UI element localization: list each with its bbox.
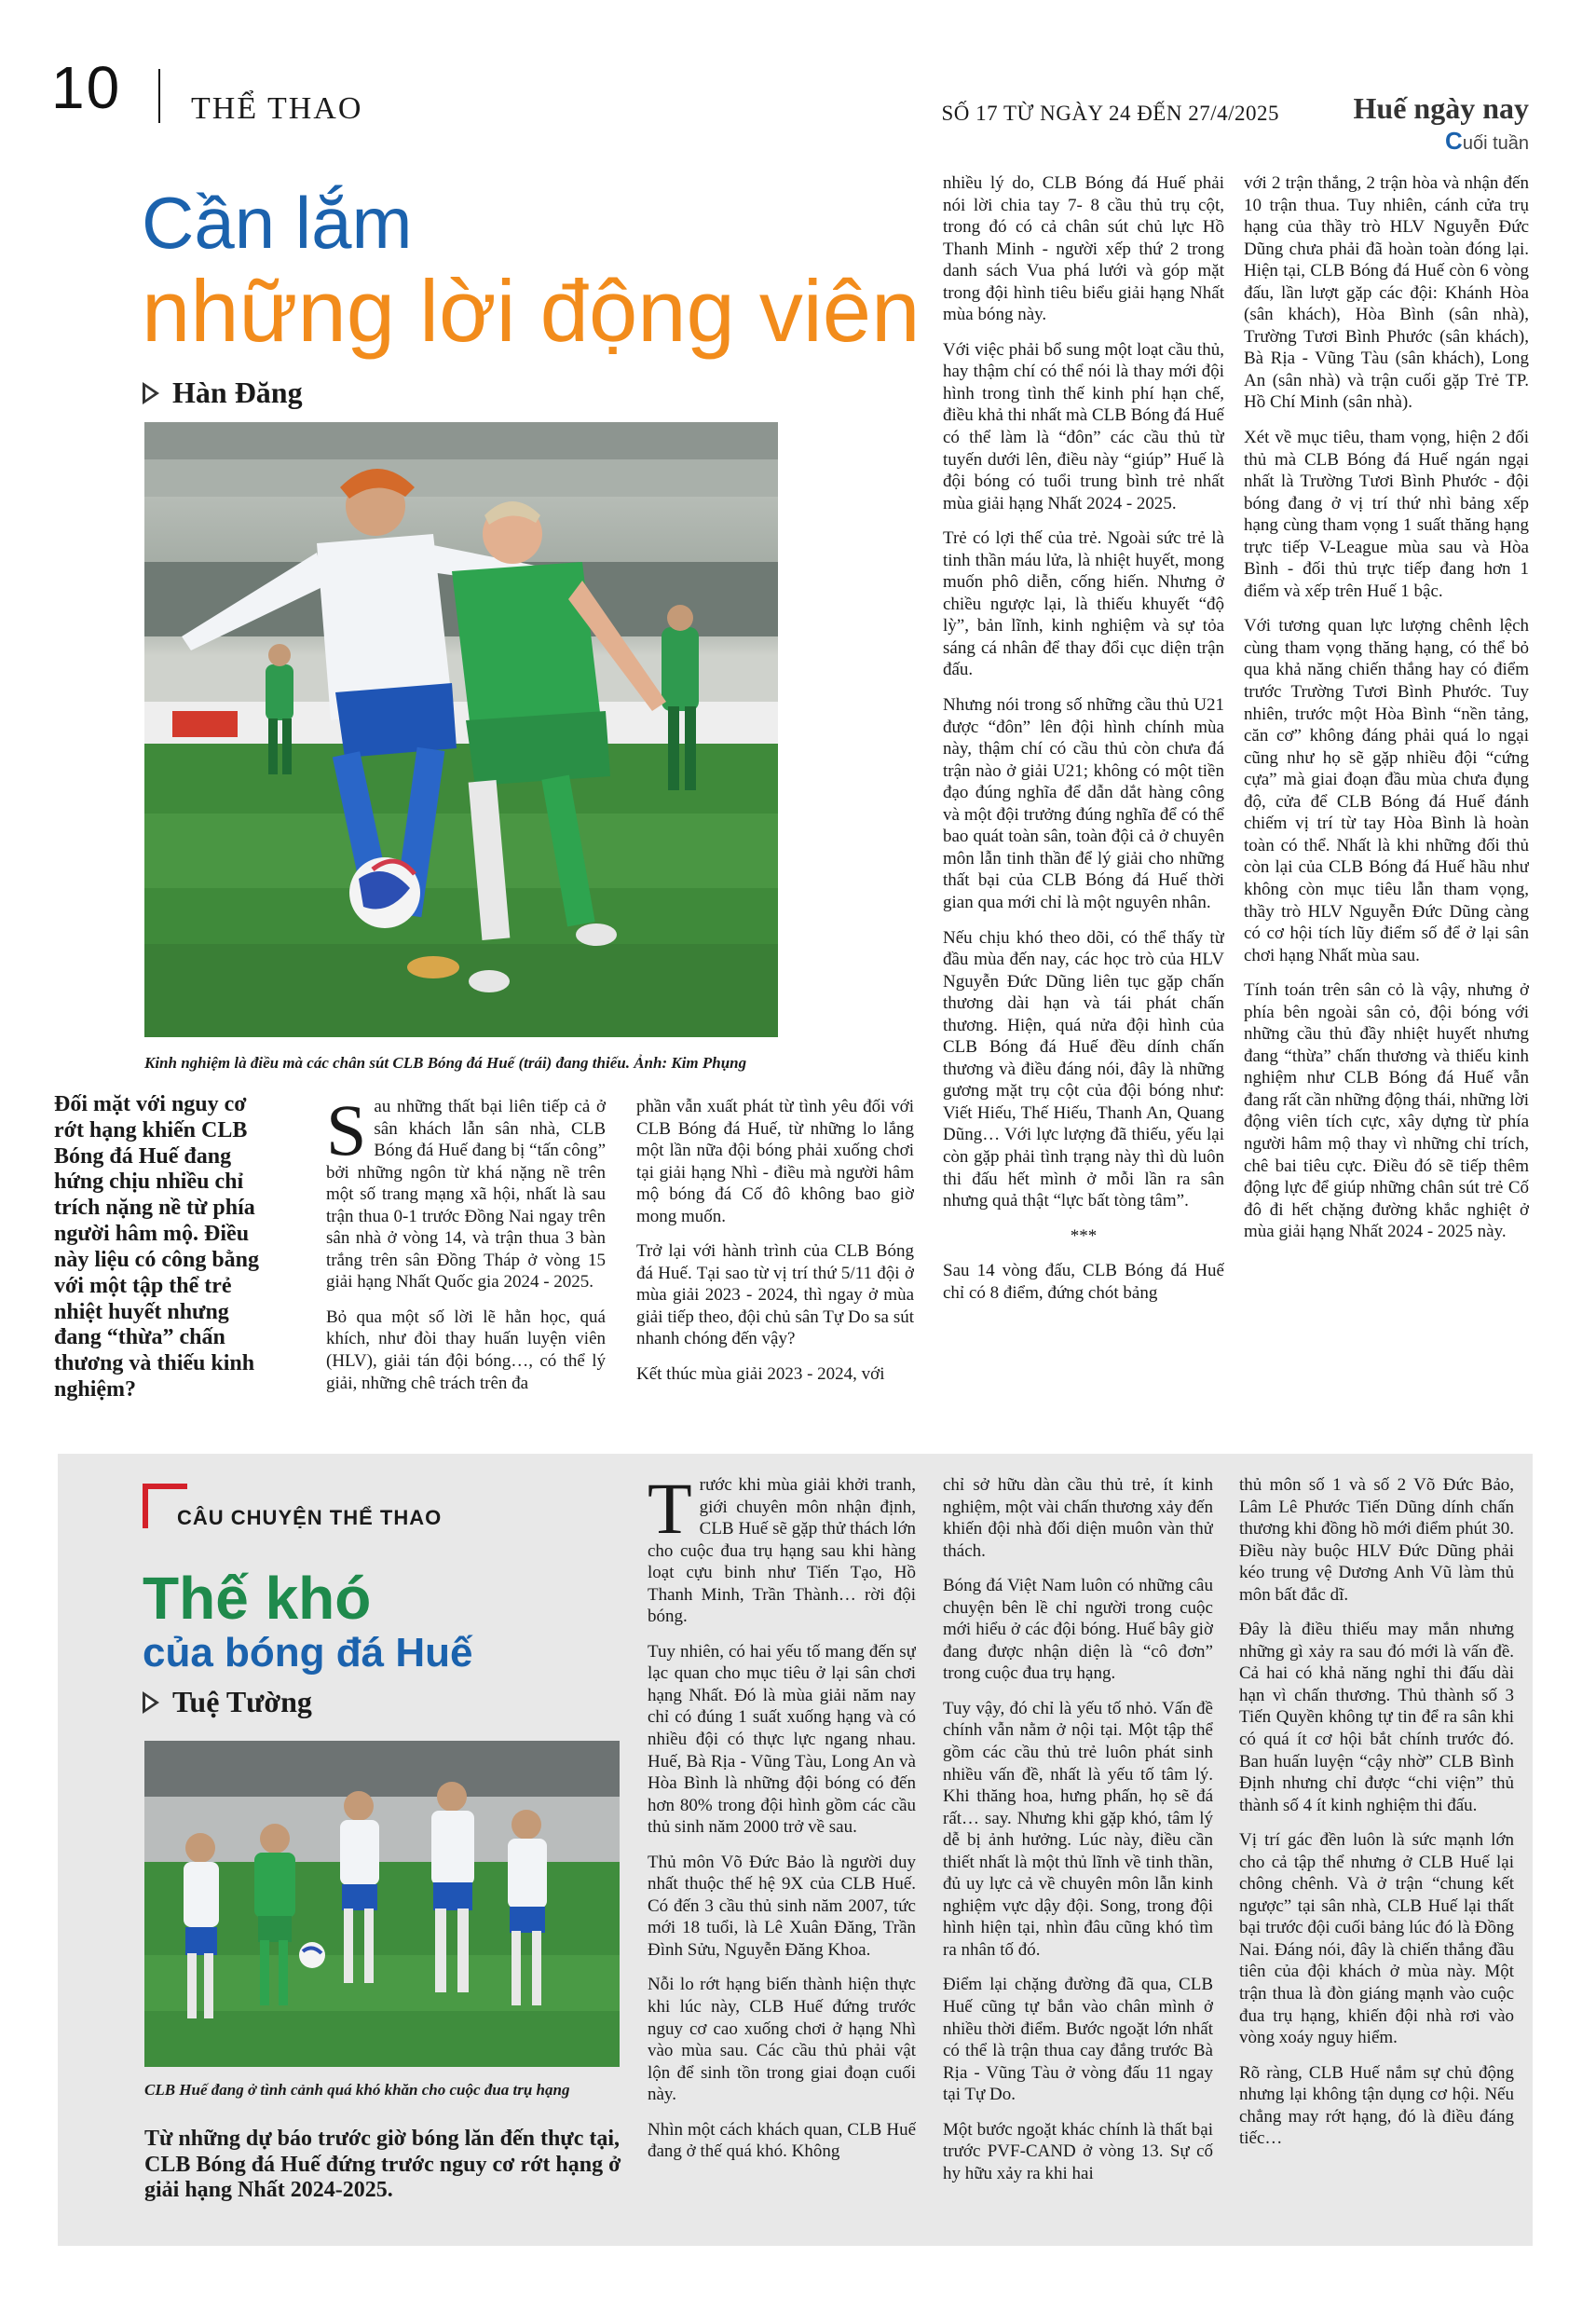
article1-paragraph: Trẻ có lợi thế của trẻ. Ngoài sức trẻ là tinh thần máu lửa, là nhiệt huyết, mong muốn phô diễn, cống hiến. Nhưng ở chiều ngược lại, là thiếu khuyết “độ lỳ”, bản lĩnh, kinh nghiệm và sự tỏa sáng cá nhân để thay đổi cục diện trận đấu. [943, 528, 1224, 680]
article2-paragraph-text: rước khi mùa giải khởi tranh, giới chuyên môn nhận định, CLB Huế sẽ gặp thử thách lớn cho cuộc đua trụ hạng sau khi hàng loạt cựu binh như Tiến Tạo, Hồ Thanh Minh, Trần Thành… rời đội bóng. [648, 1475, 916, 1627]
article2-paragraph: Tuy nhiên, có hai yếu tố mang đến sự lạc quan cho mục tiêu ở lại sân chơi hạng Nhất. Đó là mùa giải năm nay chỉ có đúng 1 suất xuống hạng và có nhiều đội có thực lực ngang nhau. Huế, Bà Rịa - Vũng Tàu, Long An và Hòa Bình là những đội bóng có đến hơn 80% trong đội hình gồm các cầu thủ sinh năm 2000 trở về sau. [648, 1641, 916, 1838]
article2-column-1 [648, 1474, 916, 2220]
article1-paragraph: nhiều lý do, CLB Bóng đá Huế phải nói lời chia tay 7- 8 cầu thủ trụ cột, trong đó có cả chân sút chủ lực Hồ Thanh Minh - người xếp thứ 2 trong danh sách Vua phá lưới và góp mặt trong đội hình tiêu biểu giải hạng Nhất mùa bóng này. [943, 173, 1224, 325]
article1-photo-caption: Kinh nghiệm là điều mà các chân sút CLB Bóng đá Huế (trái) đang thiếu. Ảnh: Kim Phụng [144, 1054, 747, 1072]
article2-tag: CÂU CHUYỆN THỂ THAO [177, 1506, 443, 1529]
section-separator: *** [1070, 1225, 1098, 1246]
article2-lede: Từ những dự báo trước giờ bóng lăn đến thực tại, CLB Bóng đá Huế đứng trước nguy cơ rớt hạng ở giải hạng Nhất 2024-2025. [144, 2127, 621, 2203]
article1-paragraph: với 2 trận thắng, 2 trận hòa và nhận đến 10 trận thua. Tuy nhiên, cánh cửa trụ hạng của thầy trò HLV Nguyễn Đức Dũng chưa phải đã hoàn toàn đóng lại. Hiện tại, CLB Bóng đá Huế còn 6 vòng đấu, lần lượt gặp các đội: Khánh Hòa (sân khách), Hòa Bình (sân nhà), Trường Tươi Bình Phước (sân khách), Bà Rịa - Vũng Tàu (sân khách), Long An (sân nhà) và trận cuối gặp Trẻ TP. Hồ Chí Minh (sân nhà). [1244, 173, 1529, 413]
header-divider [158, 69, 160, 123]
brand-name: Huế ngày nay [1353, 91, 1529, 125]
article1-paragraph: Với việc phải bổ sung một loạt cầu thủ, hay thậm chí có thể nói là thay mới đội hình trong tình thế kinh phí hạn chế, điều khả thi nhất mà CLB Bóng đá Huế có thể làm là “đôn” các cầu thủ từ tuyến dưới lên, điều này “giúp” Huế là đội bóng có tuổi trung bình trẻ nhất mùa giải hạng Nhất 2024 - 2025. [943, 339, 1224, 513]
article1-column-1 [326, 1096, 606, 1422]
article2-paragraph: Vị trí gác đền luôn là sức mạnh lớn cho cả tập thể nhưng ở CLB Huế lại chông chênh. Và ở trận “chung kết ngược” tại sân nhà, CLB Huế lại thất bại trước đội cuối bảng lúc đó là Đồng Nai. Đáng nói, đây là chiến thắng đầu tiên của đội khách ở mùa này. Một trận thua là đòn giáng mạnh vào cuộc đua trụ hạng, khiến đội nhà rơi vào vòng xoáy nguy hiểm. [1239, 1830, 1514, 2048]
article2-paragraph: Nỗi lo rớt hạng biến thành hiện thực khi lúc này, CLB Huế đứng trước nguy cơ cao xuống chơi ở hạng Nhì vào mùa sau. Các cầu thủ phải vật lộn để sinh tồn trong giai đoạn cuối này. [648, 1975, 916, 2105]
article1-column-4 [1244, 172, 1529, 1426]
article2-paragraph: Đây là điều thiếu may mắn nhưng những gì xảy ra sau đó mới là vấn đề. Cả hai có khả năng nghỉ thi đấu dài hạn vì chấn thương. Thủ thành số 3 Tiến Quyền không tự tin để ra sân khi có quá ít cơ hội bắt chính trước đó. Ban huấn luyện “cậy nhờ” CLB Bình Định nhưng chỉ được “chi viện” thủ thành số 4 ít kinh nghiệm thi đấu. [1239, 1620, 1514, 1815]
article2-paragraph: chỉ sở hữu dàn cầu thủ trẻ, ít kinh nghiệm, một vài chấn thương xảy đến khiến đội nhà đối diện muôn vàn thử thách. [943, 1475, 1213, 1561]
article1-paragraph: Trở lại với hành trình của CLB Bóng đá Huế. Tại sao từ vị trí thứ 5/11 đội ở mùa giải 2023 - 2024, thì ngay ở mùa giải tiếp theo, đội chủ sân Tự Do sa sút nhanh chóng đến vậy? [636, 1241, 914, 1349]
brand-subtitle-text: uối tuần [1462, 133, 1529, 154]
article1-byline [143, 377, 303, 407]
article2-paragraph: Thủ môn Võ Đức Bảo là người duy nhất thuộc thế hệ 9X của CLB Huế. Có đến 3 cầu thủ sinh năm 2007, tức mới 18 tuổi, là Lê Xuân Đăng, Trần Đình Sửu, Nguyễn Đăng Khoa. [648, 1852, 916, 1960]
article2-column-3 [1239, 1474, 1514, 2220]
football-match-photo-icon [144, 1741, 620, 2067]
football-duel-photo-icon [144, 422, 778, 1037]
article1-column-2 [636, 1096, 914, 1422]
page-number: 10 [51, 54, 122, 121]
brand-logo [1354, 93, 1529, 153]
article2-paragraph [648, 1474, 916, 1628]
byline-arrow-icon [143, 382, 159, 404]
article2-paragraph: Rõ ràng, CLB Huế nắm sự chủ động nhưng lại không tận dụng cơ hội. Nếu chẳng may rớt hạng, đó là điều đáng tiếc… [1239, 2062, 1514, 2149]
article2-paragraph: thủ môn số 1 và số 2 Võ Đức Bảo, Lâm Lê Phước Tiến Dũng dính chấn thương khi đồng hồ mới điểm phút 30. Điều này buộc HLV Đức Dũng phải kéo trung vệ Dương Anh Vũ làm thủ môn bất đắc dĩ. [1239, 1475, 1514, 1605]
article2-photo [144, 1741, 620, 2067]
issue-info: SỐ 17 TỪ NGÀY 24 ĐẾN 27/4/2025 [941, 102, 1279, 125]
article1-author: Hàn Đăng [172, 376, 303, 409]
article1-paragraph: phần vẫn xuất phát từ tình yêu đối với CLB Bóng đá Huế, từ những lo lắng một lần nữa đội bóng phải xuống chơi tại giải hạng Nhì - điều mà người hâm mộ bóng đá Cố đô không bao giờ mong muốn. [636, 1097, 914, 1226]
article2-paragraph: Nhìn một cách khách quan, CLB Huế đang ở thế quá khó. Không [648, 2119, 916, 2162]
article1-paragraph: Với tương quan lực lượng chênh lệch cùng tham vọng thăng hạng, có thể bỏ qua khả năng chiến thắng hay có điểm trước Trường Tươi Bình Phước. Tuy nhiên, trước một Hòa Bình “nền tảng, căn cơ” không đáng phải quá lo ngại cũng như họ sẽ gặp nhiều đội “cứng cựa” mà giai đoạn đầu mùa chưa đụng độ, cửa để CLB Bóng đá Huế đánh chiếm vị trí từ tay Hòa Bình là hoàn toàn có thể. Nhất là khi những đối thủ còn lại của CLB Bóng đá Huế hầu như không còn mục tiêu lẫn tham vọng, thầy trò HLV Nguyễn Đức Dũng càng có cơ hội tích lũy điểm số để ở lại sân chơi hạng Nhất mùa sau. [1244, 616, 1529, 965]
article2-byline [143, 1687, 312, 1717]
article2-paragraph: Bóng đá Việt Nam luôn có những câu chuyện bên lề chỉ người trong cuộc mới hiểu ở các đội bóng. Huế bây giờ đang được nhận diện là “cô đơn” trong cuộc đua trụ hạng. [943, 1576, 1213, 1684]
article2-dropcap: T [648, 1474, 692, 1549]
brand-subtitle [1354, 129, 1529, 153]
article1-paragraph: Bỏ qua một số lời lẽ hằn học, quá khích, như đòi thay huấn luyện viên (HLV), giải tán đội bóng…, có thể lý giải, những chê trách trên đa [326, 1306, 606, 1393]
article1-paragraph: Kết thúc mùa giải 2023 - 2024, với [636, 1364, 885, 1385]
article2-column-2 [943, 1474, 1213, 2220]
article2-title-line1: Thế khó [143, 1565, 372, 1632]
byline-arrow-icon [143, 1691, 159, 1714]
article1-paragraph-text: au những thất bại liên tiếp cả ở sân khách lẫn sân nhà, CLB Bóng đá Huế đang bị “tấn công” bởi những ngôn từ khá nặng nề trên một số trang mạng xã hội, nhất là sau trận thua 0-1 trước Đồng Nai ngay trên sân nhà ở vòng 14, và trận thua 3 bàn trắng trên sân Đồng Tháp ở vòng 15 giải hạng Nhất Quốc gia 2024 - 2025. [326, 1097, 606, 1293]
article1-lede: Đối mặt với nguy cơ rớt hạng khiến CLB Bóng đá Huế đang hứng chịu nhiều chỉ trích nặng nề từ phía người hâm mộ. Điều này liệu có công bằng với một tập thể trẻ nhiệt huyết nhưng đang “thừa” chấn thương và thiếu kinh nghiệm? [54, 1092, 260, 1402]
article1-photo [144, 422, 778, 1037]
article1-column-3 [943, 172, 1224, 1426]
article2-paragraph: Một bước ngoặt khác chính là thất bại trước PVF-CAND ở vòng 13. Sự cố hy hữu xảy ra khi hai [943, 2119, 1213, 2183]
article1-paragraph [326, 1096, 606, 1293]
article1-title-line1: Cần lắm [142, 182, 413, 264]
brand-subtitle-initial: C [1445, 127, 1463, 155]
article1-paragraph: Nếu chịu khó theo dõi, có thể thấy từ đầu mùa đến nay, các học trò của HLV Nguyễn Đức Dũng liên tục gặp chấn thương dài hạn và tái phát chấn thương. Hiện, quá nửa đội hình của CLB Bóng đá Huế đều dính chấn thương và điều đáng nói, đây là những gương mặt trụ cột của đội bóng như: Viết Hiếu, Thế Hiếu, Thanh An, Quang Dũng… Với lực lượng đã thiếu, yếu lại còn gặp phải tình trạng này thì dù luôn thi đấu hết mình ở mỗi lần ra sân nhưng quả thật “lực bất tòng tâm”. [943, 927, 1224, 1211]
article1-dropcap: S [326, 1096, 367, 1170]
article2-title-line2: của bóng đá Huế [143, 1630, 473, 1676]
article1-paragraph: Nhưng nói trong số những cầu thủ U21 được “đôn” lên đội hình chính mùa này, thậm chí có cầu thủ còn chưa đá trận nào ở giải U21; không có một tiền đạo đúng nghĩa để dẫn dắt hàng công và một đội trưởng đúng nghĩa để có thể bao quát toàn sân, toàn đội cả ở chuyên môn lẫn tinh thần để lý giải cho những thất bại của CLB Bóng đá Huế thời gian qua mới chỉ là một nguyên nhân. [943, 695, 1224, 912]
article1-paragraph: Sau 14 vòng đấu, CLB Bóng đá Huế chỉ có 8 điểm, đứng chót bảng [943, 1261, 1224, 1303]
article2-photo-caption: CLB Huế đang ở tình cảnh quá khó khăn cho cuộc đua trụ hạng [144, 2081, 570, 2099]
article2-author: Tuệ Tường [172, 1685, 312, 1718]
article2-paragraph: Điểm lại chặng đường đã qua, CLB Huế cũng tự bắn vào chân mình ở nhiều thời điểm. Bước ngoặt lớn nhất có thể là trận thua cay đắng trước Bà Rịa - Vũng Tàu ở vòng đấu 11 ngay tại Tự Do. [943, 1975, 1213, 2105]
section-title: THỂ THAO [191, 91, 363, 126]
article1-paragraph: Tính toán trên sân cỏ là vậy, nhưng ở phía bên ngoài sân cỏ, đội bóng với những cầu thủ đầy nhiệt huyết nhưng đang “thừa” chấn thương và thiếu kinh nghiệm như CLB Bóng đá Huế vẫn đang rất cần những động thái, những lời động viên tích cực, xây dựng từ phía người hâm mộ thay vì những chỉ trích, chê bai tiêu cực. Điều đó sẽ tiếp thêm động lực để giúp những chân sút trẻ Cố đô đi hết chặng đường khắc nghiệt ở mùa giải hạng Nhất 2024 - 2025 này. [1244, 980, 1529, 1242]
article2-paragraph: Tuy vậy, đó chỉ là yếu tố nhỏ. Vấn đề chính vẫn nằm ở nội tại. Một tập thể gồm các cầu thủ trẻ luôn phát sinh nhiều vấn đề, nhất là yếu tố tâm lý. Khi thăng hoa, hưng phấn, họ sẽ đá rất… say. Nhưng khi gặp khó, tâm lý dễ bị ảnh hưởng. Lúc này, điều cần thiết nhất là một thủ lĩnh về tinh thần, đủ uy lực cả về chuyên môn lẫn kinh nghiệm vực dậy đội. Song, trong đội hình hiện tại, nhìn đâu cũng khó tìm ra nhân tố đó. [943, 1698, 1213, 1960]
article1-title-line2: những lời động viên [142, 262, 921, 360]
article1-paragraph: Xét về mục tiêu, tham vọng, hiện 2 đối thủ mà CLB Bóng đá Huế ngán ngại nhất là Trường Tươi Bình Phước - đội bóng đang ở vị trí thứ nhì bảng xếp hạng cùng tham vọng 1 suất thăng hạng trực tiếp V-League mùa sau và Hòa Bình - đối thủ trực tiếp đang hơn 1 điểm và xếp trên Huế 1 bậc. [1244, 428, 1529, 601]
